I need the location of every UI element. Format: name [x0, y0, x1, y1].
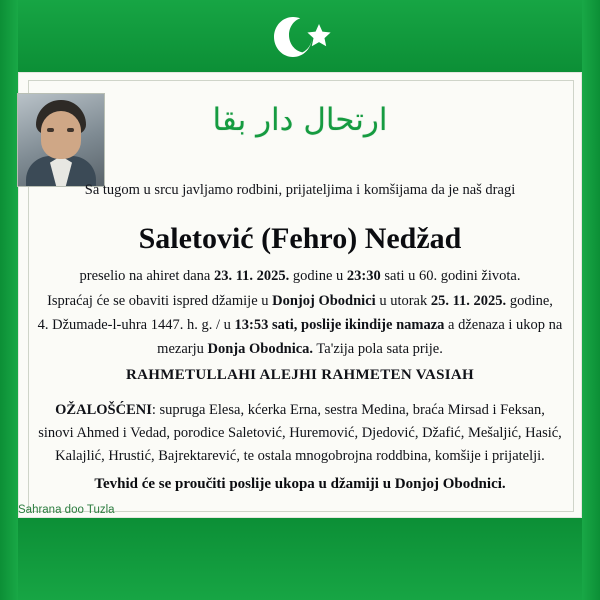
arabic-calligraphy: ارتحال دار بقا [212, 102, 388, 138]
mourners-line-3: Kalajlić, Hrustić, Bajrektarević, te ostala mnogobrojna roddbina, komšije i prijatelji. [55, 448, 545, 464]
death-date: 23. 11. 2025. [213, 268, 290, 284]
funeral-date: 25. 11. 2025. [430, 293, 507, 309]
death-time: 23:30 [346, 268, 381, 284]
funeral-place: Donjoj Obodnici [272, 293, 376, 309]
tevhid-note: Tevhid će se proučiti poslije ukopa u džamiji u Donjoj Obodnici. [94, 476, 506, 492]
name-given: Nedžad [364, 222, 462, 255]
mourners-text-1: : supruga Elesa, kćerka Erna, sestra Medina, braća Mirsad i Feksan, [151, 402, 545, 418]
hijri-date: 4. Džumade-l-uhra 1447. h. g. / u [37, 317, 235, 333]
mourners-line-1 [0, 402, 600, 419]
death-text-a: preselio na ahiret dana [79, 268, 214, 284]
funeral-text-c: godine, [506, 293, 553, 309]
blessing-line: RAHMETULLAHI ALEJHI RAHMETEN VASIAH [126, 367, 474, 383]
death-text-c: sati u 60. godini života. [380, 268, 521, 284]
death-details-line [0, 268, 600, 285]
poster-bottom-border [0, 518, 600, 600]
crescent-star-icon [270, 10, 340, 64]
burial-details-line [0, 341, 600, 358]
tazija-note: Ta'zija pola sata prije. [313, 341, 443, 357]
name-nickname: (Fehro) [261, 222, 358, 255]
obituary-card [18, 72, 582, 518]
funeral-time: 13:53 [234, 317, 269, 333]
hijri-text-b: a dženaza i ukop na [444, 317, 563, 333]
name-surname: Saletović [138, 222, 254, 255]
death-text-b: godine u [289, 268, 347, 284]
announcement-lede: Sa tugom u srcu javljamo rodbini, prijateljima i komšijama da je naš dragi [84, 182, 516, 198]
burial-text-a: mezarju [157, 341, 208, 357]
printer-imprint: Sahrana doo Tuzla [18, 504, 115, 516]
funeral-text-b: u utorak [375, 293, 431, 309]
deceased-name [18, 222, 582, 256]
mourners-label: OŽALOŠĆENI [55, 402, 152, 418]
prayer-name: sati, poslije ikindije namaza [268, 317, 445, 333]
burial-place: Donja Obodnica. [207, 341, 314, 357]
funeral-details-line [0, 293, 600, 310]
mourners-line-2: sinovi Ahmed i Vedad, porodice Saletović, Huremović, Djedović, Džafić, Mešaljić, Hasić, [38, 425, 562, 441]
hijri-details-line [0, 317, 600, 334]
funeral-text-a: Ispraćaj će se obaviti ispred džamije u [47, 293, 273, 309]
